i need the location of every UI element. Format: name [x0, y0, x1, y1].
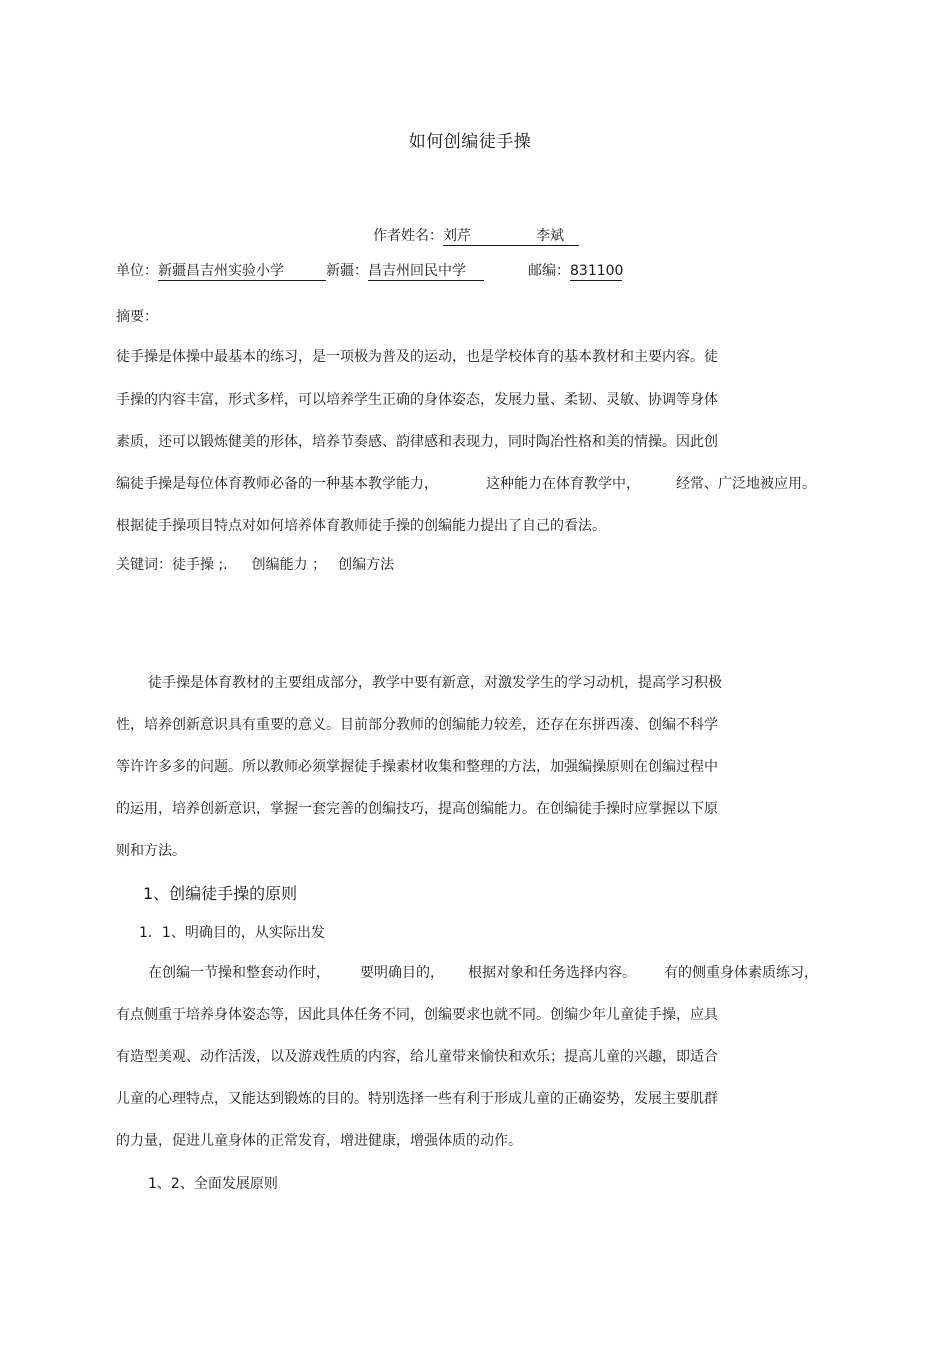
abstract-line-2: 手操的内容丰富，形式多样，可以培养学生正确的身体姿态，发展力量、柔韧、灵敏、协调等身体: [116, 392, 718, 408]
sub11-line-1-part-1: 在创编一节操和整套动作时，: [148, 965, 330, 981]
intro-line-2: 性，培养创新意识具有重要的意义。目前部分教师的创编能力较差，还存在东拼西凑、创编不科学: [116, 717, 718, 733]
section-1-heading: 1、创编徒手操的原则: [143, 884, 298, 903]
postal-code: 831100: [570, 263, 624, 279]
abstract-line-4: [116, 475, 816, 493]
subsection-1-2-heading: 1、2、全面发展原则: [148, 1176, 278, 1192]
unit-region-2: 新疆：: [326, 263, 368, 279]
document-title: 如何创编徒手操: [408, 132, 532, 152]
keyword-1: 徒手操 ;.: [172, 557, 228, 573]
author-label: 作者姓名：: [373, 228, 443, 244]
abstract-line-4-part-3: 经常、广泛地被应用。: [676, 476, 816, 492]
unit-school-2: 昌吉州回民中学: [368, 262, 484, 281]
abstract-line-3: 素质，还可以锻炼健美的形体，培养节奏感、韵律感和表现力，同时陶冶性格和美的情操。因此创: [116, 434, 718, 450]
keyword-2: 创编能力 ；: [251, 557, 327, 573]
sub11-line-1-part-4: 有的侧重身体素质练习，: [664, 965, 818, 981]
subsection-1-1-line-3: 有造型美观、动作活泼，以及游戏性质的内容，给儿童带来愉快和欢乐；提高儿童的兴趣，即适合: [116, 1049, 718, 1065]
sub11-line-1-part-2: 要明确目的，: [360, 965, 444, 981]
subsection-1-1-line-1: [148, 964, 818, 982]
author-line: [373, 225, 579, 246]
intro-line-4: 的运用，培养创新意识，掌握一套完善的创编技巧，提高创编能力。在创编徒手操时应掌握以下原: [116, 801, 718, 817]
subsection-1-1-heading: 1．1、明确目的，从实际出发: [139, 925, 325, 941]
subsection-1-1-line-5: 的力量，促进儿童身体的正常发育，增进健康，增强体质的动作。: [116, 1133, 522, 1149]
author-name-2: 李斌: [536, 228, 564, 244]
intro-line-3: 等许许多多的问题。所以教师必须掌握徒手操素材收集和整理的方法，加强编操原则在创编过程中: [116, 759, 718, 775]
abstract-line-4-part-1: 编徒手操是每位体育教师必备的一种基本教学能力，: [116, 476, 438, 492]
intro-line-1: 徒手操是体育教材的主要组成部分，教学中要有新意，对激发学生的学习动机，提高学习积极: [148, 675, 722, 691]
subsection-1-1-line-2: 有点侧重于培养身体姿态等，因此具体任务不同，创编要求也就不同。创编少年儿童徒手操，应具: [116, 1007, 718, 1023]
author-names: [443, 227, 579, 246]
keyword-3: 创编方法: [338, 557, 395, 573]
sub11-line-1-part-3: 根据对象和任务选择内容。: [468, 965, 636, 981]
keywords-label: 关键词：: [116, 557, 172, 573]
intro-line-5: 则和方法。: [116, 843, 186, 859]
unit-line: [116, 260, 622, 281]
author-name-1: 刘芹: [443, 228, 471, 244]
subsection-1-1-line-4: 儿童的心理特点，又能达到锻炼的目的。特别选择一些有利于形成儿童的正确姿势，发展主要肌群: [116, 1091, 718, 1107]
keywords-line: [116, 556, 394, 574]
unit-label: 单位：: [116, 263, 158, 279]
abstract-label: 摘要：: [116, 309, 158, 325]
abstract-line-5: 根据徒手操项目特点对如何培养体育教师徒手操的创编能力提出了自己的看法。: [116, 518, 606, 534]
abstract-line-4-part-2: 这种能力在体育教学中，: [486, 476, 640, 492]
unit-school-1: 新疆昌吉州实验小学: [158, 262, 326, 281]
abstract-line-1: 徒手操是体操中最基本的练习，是一项极为普及的运动，也是学校体育的基本教材和主要内容。徒: [116, 349, 718, 365]
postal-label: 邮编：: [528, 263, 570, 279]
